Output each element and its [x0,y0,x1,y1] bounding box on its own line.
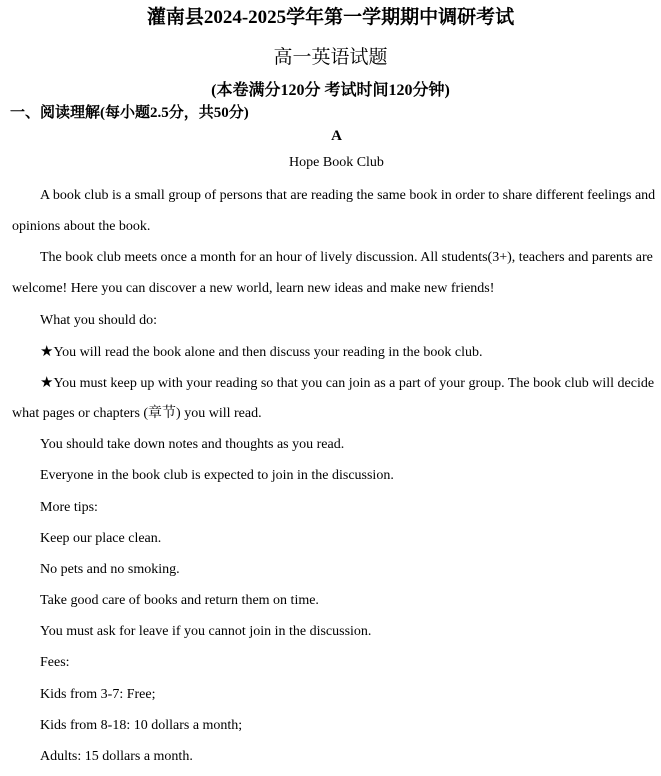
list-item: You must ask for leave if you cannot join in the discussion. [40,624,372,639]
exam-title: 灌南县2024-2025学年第一学期期中调研考试 [146,7,515,28]
paragraph-line: The book club meets once a month for an hour of lively discussion. All students(3+), teachers and parents are [40,250,653,265]
list-item-text: You must keep up with your reading so that you can join as a part of your group. The book club will decide [53,376,655,391]
section-heading-reading: 一、阅读理解(每小题2.5分，共50分) [10,105,249,121]
list-heading: More tips: [40,500,98,515]
list-item [40,374,654,393]
paragraph-line: A book club is a small group of persons that are reading the same book in order to share different feelings and [40,188,656,203]
list-item: Kids from 8-18: 10 dollars a month; [40,718,243,733]
list-item: No pets and no smoking. [40,562,180,577]
paper-title: 高一英语试题 [273,47,388,68]
passage-letter: A [331,128,342,144]
list-item: Everyone in the book club is expected to join in the discussion. [40,468,394,483]
list-item [40,343,482,362]
paragraph-line: what pages or chapters (章节) you will read. [12,406,262,421]
paragraph-line: opinions about the book. [12,219,151,234]
star-bullet-icon: ★ [40,344,54,360]
list-heading: Fees: [40,655,70,670]
passage-title: Hope Book Club [289,155,384,170]
list-item: Take good care of books and return them on time. [40,593,319,608]
score-time-note: (本卷满分120分 考试时间120分钟) [211,82,450,99]
list-item: Adults: 15 dollars a month. [40,749,193,764]
list-heading: What you should do: [40,313,158,328]
list-item: Kids from 3-7: Free; [40,687,156,702]
paragraph-line: welcome! Here you can discover a new world, learn new ideas and make new friends! [12,281,495,296]
list-item: You should take down notes and thoughts as you read. [40,437,345,452]
list-item-text: You will read the book alone and then discuss your reading in the book club. [53,345,483,360]
star-bullet-icon: ★ [40,375,54,391]
list-item: Keep our place clean. [40,531,162,546]
